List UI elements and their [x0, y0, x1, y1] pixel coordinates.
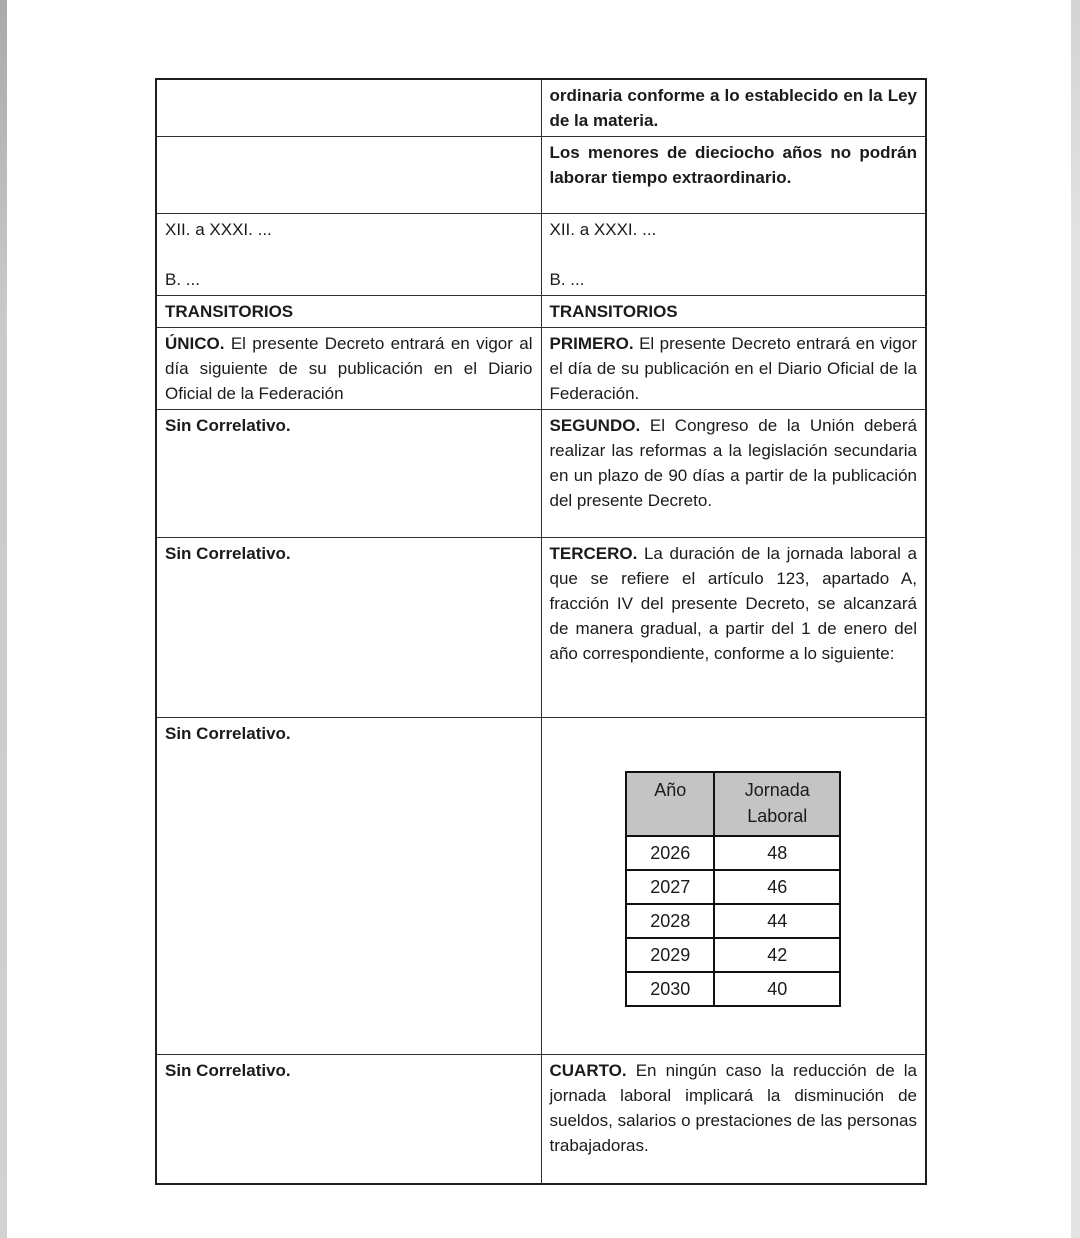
cell-menores-text: Los menores de dieciocho años no podrán laborar tiempo extraordinario.: [541, 137, 926, 214]
row-transitorios-header: [156, 296, 926, 328]
cell-primero: [541, 328, 926, 410]
primero-label: PRIMERO.: [549, 334, 634, 353]
cell-tercero: [541, 538, 926, 718]
schedule-hours: 44: [714, 904, 840, 938]
unico-text: El presente Decreto entrará en vigor al día siguiente de su publicación en el Diario Oficial de la Federación: [165, 334, 533, 403]
fraccion-range-right: XII. a XXXI. ...: [549, 220, 657, 239]
cuarto-text: En ningún caso la reducción de la jornada laboral implicará la disminución de sueldos, salarios o prestaciones de las personas trabajadoras.: [549, 1061, 917, 1155]
schedule-row: [626, 836, 840, 870]
apartado-b-right: B. ...: [549, 270, 585, 289]
schedule-row: [626, 870, 840, 904]
apartado-b-left: B. ...: [165, 270, 200, 289]
cell-sin-correlativo-3: Sin Correlativo.: [156, 718, 541, 1055]
schedule-year: 2029: [626, 938, 714, 972]
row-schedule: [156, 718, 926, 1055]
cell-sin-correlativo-4: Sin Correlativo.: [156, 1055, 541, 1184]
schedule-header-jornada: Jornada Laboral: [714, 772, 840, 836]
schedule-row: [626, 972, 840, 1006]
cell-sin-correlativo-2: Sin Correlativo.: [156, 538, 541, 718]
schedule-row: [626, 938, 840, 972]
unico-label: ÚNICO.: [165, 334, 225, 353]
row-ordinaria: [156, 79, 926, 137]
primero-text: El presente Decreto entrará en vigor el día de su publicación en el Diario Oficial de la Federación.: [549, 334, 917, 403]
schedule-hours: 46: [714, 870, 840, 904]
blank-line: [550, 242, 918, 267]
schedule-year: 2030: [626, 972, 714, 1006]
blank-line: [165, 242, 533, 267]
schedule-year: 2027: [626, 870, 714, 904]
cell-segundo: [541, 410, 926, 538]
tercero-text: La duración de la jornada laboral a que se refiere el artículo 123, apartado A, fracción IV del presente Decreto, se alcanzará de manera gradual, a partir del 1 de enero del año correspondiente, conforme a lo siguiente:: [549, 544, 917, 663]
row-segundo: [156, 410, 926, 538]
cell-fracciones-right: [541, 214, 926, 296]
schedule-hours: 42: [714, 938, 840, 972]
tercero-label: TERCERO.: [549, 544, 638, 563]
cell-sin-correlativo-1: Sin Correlativo.: [156, 410, 541, 538]
row-tercero: [156, 538, 926, 718]
segundo-text: El Congreso de la Unión deberá realizar las reformas a la legislación secundaria en un plazo de 90 días a partir de la publicación del presente Decreto.: [549, 416, 917, 510]
page-edge-right: [1071, 0, 1080, 1238]
schedule-header-year: Año: [626, 772, 714, 836]
transitorios-heading-right: TRANSITORIOS: [541, 296, 926, 328]
fraccion-range-left: XII. a XXXI. ...: [165, 220, 272, 239]
cell-unico: [156, 328, 541, 410]
schedule-row: [626, 904, 840, 938]
schedule-year: 2026: [626, 836, 714, 870]
row-fracciones: [156, 214, 926, 296]
schedule-hours: 48: [714, 836, 840, 870]
schedule-hours: 40: [714, 972, 840, 1006]
row-unico-primero: [156, 328, 926, 410]
page-edge-left: [0, 0, 7, 1238]
row-cuarto: [156, 1055, 926, 1184]
cell-left-empty-2: [156, 137, 541, 214]
transitorios-heading-left: TRANSITORIOS: [156, 296, 541, 328]
cell-cuarto: [541, 1055, 926, 1184]
schedule-header-row: [626, 772, 840, 836]
row-menores: [156, 137, 926, 214]
schedule-table: [625, 771, 841, 1007]
segundo-label: SEGUNDO.: [549, 416, 641, 435]
comparison-table: [155, 78, 927, 1185]
cell-left-empty-1: [156, 79, 541, 137]
cell-schedule: [541, 718, 926, 1055]
cell-ordinaria-text: ordinaria conforme a lo establecido en la Ley de la materia.: [541, 79, 926, 137]
schedule-year: 2028: [626, 904, 714, 938]
cuarto-label: CUARTO.: [549, 1061, 627, 1080]
cell-fracciones-left: [156, 214, 541, 296]
